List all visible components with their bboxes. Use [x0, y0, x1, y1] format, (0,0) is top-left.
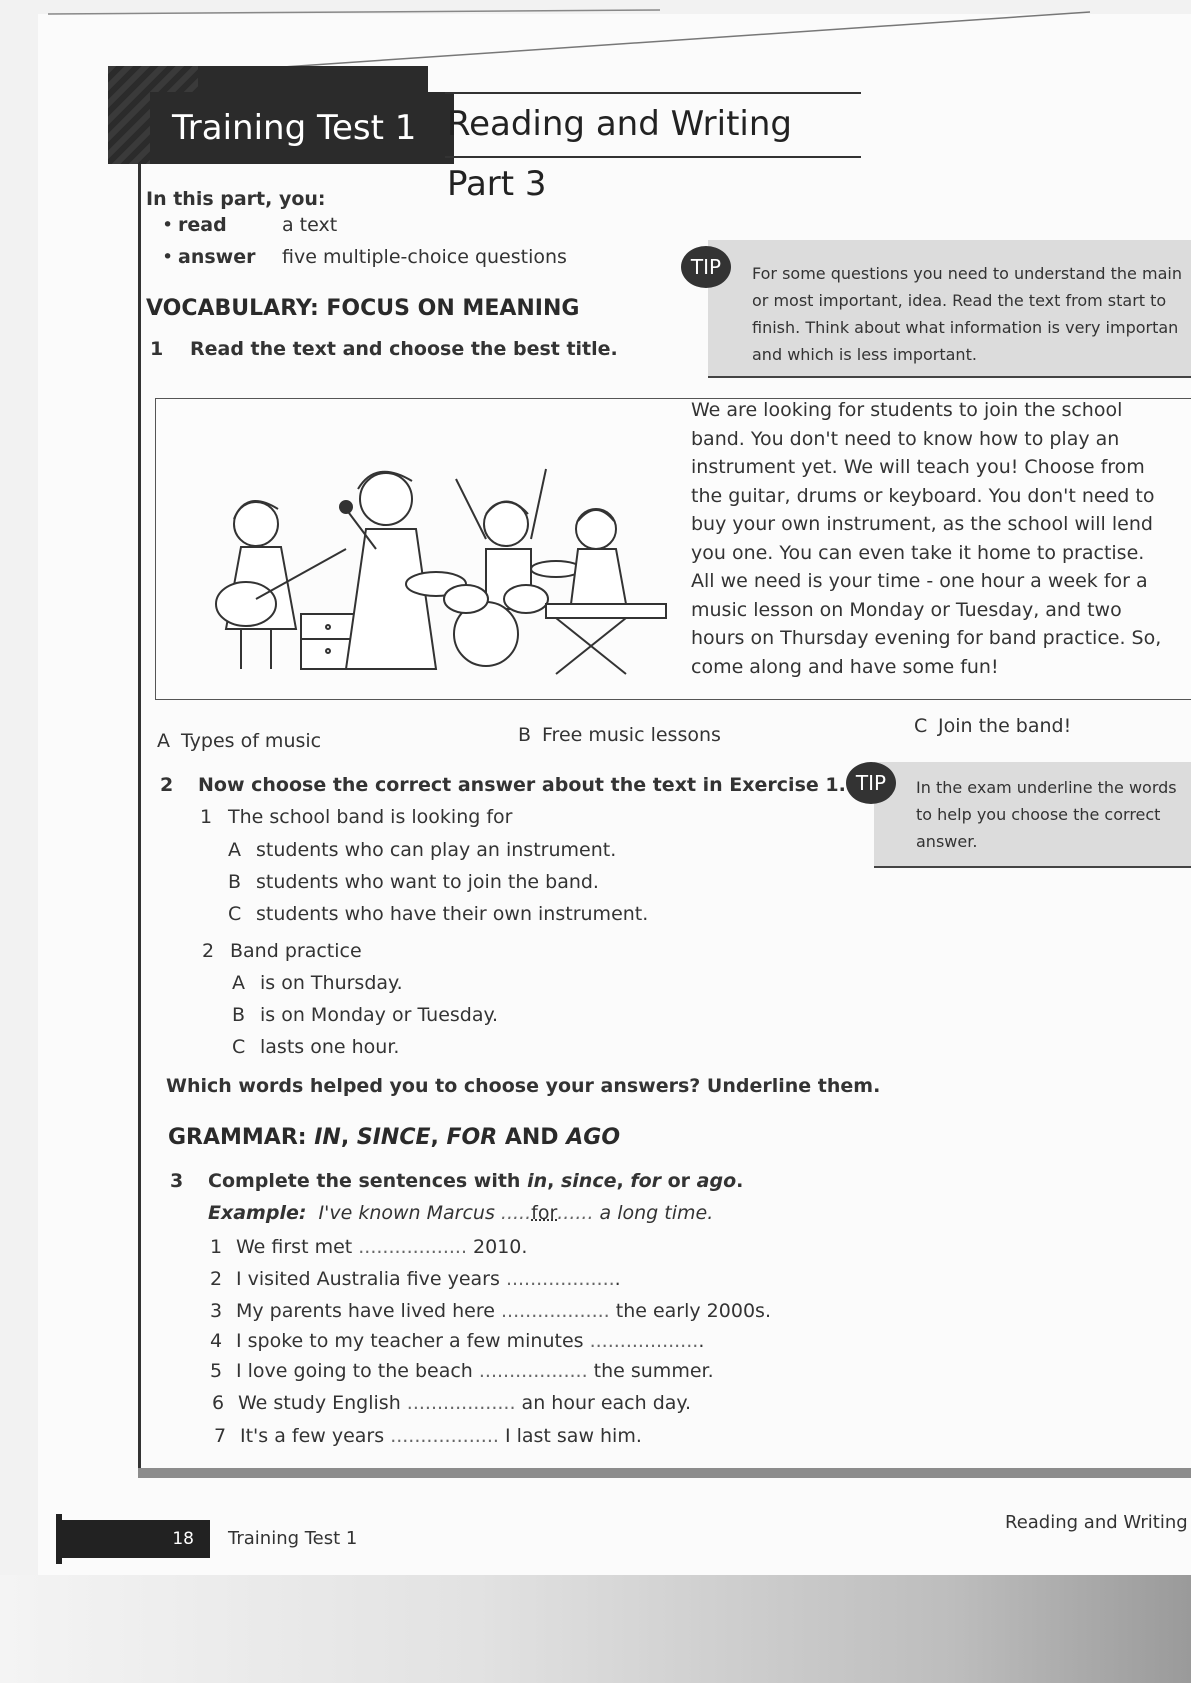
answer-gap[interactable]: ..................: [501, 1300, 610, 1322]
tip-box: [708, 240, 1191, 378]
exercise-number: 3: [170, 1170, 184, 1192]
sentence-post: .: [614, 1268, 621, 1290]
page-number: 18: [58, 1520, 210, 1558]
scan-shadow: [0, 1575, 1191, 1683]
answer-gap[interactable]: ..................: [478, 1360, 588, 1382]
title-option: [518, 724, 721, 746]
intro-verb: answer: [178, 246, 256, 268]
left-margin-bar: [138, 164, 141, 1474]
vocab-heading: VOCABULARY: FOCUS ON MEANING: [146, 296, 580, 321]
gap-sentence: [210, 1360, 714, 1382]
sentence-post: an hour each day.: [515, 1392, 691, 1414]
sentence-post: the early 2000s.: [609, 1300, 771, 1322]
grammar-word: FOR: [446, 1125, 498, 1150]
answer-option: [232, 1036, 399, 1058]
sentence-pre: My parents have lived here: [236, 1300, 501, 1322]
intro-item: • read a text: [162, 214, 338, 236]
answer-gap[interactable]: ..................: [358, 1236, 467, 1258]
keyword: for: [630, 1170, 662, 1192]
answer-gap[interactable]: ..................: [589, 1330, 699, 1352]
option-text: is on Thursday.: [260, 972, 403, 994]
example-answer: for: [531, 1202, 558, 1224]
sentence-pre: We first met: [236, 1236, 359, 1258]
answer-option: [232, 1004, 498, 1026]
option-text: students who can play an instrument.: [256, 839, 617, 861]
gap-sentence: [214, 1425, 642, 1447]
intro-desc: five multiple-choice questions: [282, 246, 567, 268]
title-option: [157, 730, 321, 752]
footer-left: Training Test 1: [228, 1528, 358, 1549]
intro-desc: a text: [282, 214, 338, 236]
item-number: 7: [214, 1425, 227, 1447]
item-number: 4: [210, 1330, 223, 1352]
exercise-number: 1: [150, 338, 164, 360]
sentence-post: the summer.: [587, 1360, 714, 1382]
grammar-heading-and: AND: [497, 1125, 567, 1150]
answer-option: [228, 903, 648, 925]
option-letter: B: [232, 1004, 246, 1026]
question-number: 1: [200, 806, 213, 828]
option-text: Types of music: [181, 730, 322, 752]
sentence-pre: We study English: [238, 1392, 407, 1414]
item-number: 1: [210, 1236, 223, 1258]
grammar-heading: GRAMMAR: IN, SINCE, FOR AND AGO: [168, 1125, 621, 1150]
tip-box: [874, 762, 1191, 868]
grammar-word: SINCE: [356, 1125, 431, 1150]
instruction-pre: Complete the sentences with: [208, 1170, 528, 1192]
option-text: students who want to join the band.: [256, 871, 599, 893]
option-text: is on Monday or Tuesday.: [260, 1004, 499, 1026]
text-box: [155, 398, 1191, 700]
option-letter: A: [228, 839, 241, 861]
footer-right: Reading and Writing: [1005, 1512, 1188, 1533]
exercise-2-instruction: [160, 774, 846, 796]
option-letter: B: [518, 724, 532, 746]
option-text: Join the band!: [938, 715, 1072, 737]
exercise-1-instruction: [150, 338, 618, 360]
sentence-pre: I visited Australia five years: [236, 1268, 506, 1290]
question-stem: The school band is looking for: [228, 806, 513, 828]
sentence-pre: It's a few years: [240, 1425, 391, 1447]
followup-instruction: Which words helped you to choose your answers? Underline them.: [166, 1075, 881, 1097]
option-text: lasts one hour.: [260, 1036, 400, 1058]
answer-option: [228, 839, 616, 861]
grammar-word: IN: [314, 1125, 341, 1150]
option-letter: C: [232, 1036, 246, 1058]
intro-verb: read: [178, 214, 227, 236]
question: [202, 940, 362, 962]
keyword: ago: [696, 1170, 737, 1192]
item-number: 3: [210, 1300, 223, 1322]
bottom-rule: [138, 1468, 1191, 1478]
option-text: Free music lessons: [542, 724, 721, 746]
example-pre: I've known Marcus: [318, 1202, 501, 1224]
answer-gap[interactable]: ..................: [505, 1268, 615, 1290]
option-letter: B: [228, 871, 242, 893]
exercise-3-instruction: 3 Complete the sentences with in, since, for or ago.: [170, 1170, 744, 1192]
part-title: Reading and Writing Part 3: [445, 92, 861, 158]
answer-option: [232, 972, 403, 994]
intro-item: • answer five multiple-choice questions: [162, 246, 567, 268]
intro-heading: In this part, you:: [146, 188, 326, 210]
gap-sentence: [210, 1268, 621, 1290]
answer-option: [228, 871, 599, 893]
question-stem: Band practice: [230, 940, 362, 962]
item-number: 5: [210, 1360, 223, 1382]
option-text: students who have their own instrument.: [256, 903, 649, 925]
option-letter: C: [914, 715, 928, 737]
question: [200, 806, 512, 828]
reading-passage: We are looking for students to join the school band. You don't need to know how to play an instrument yet. We will teach you! Choose from the guitar, drums or keyboard. You don't need to buy your own instrument, as the school will lend you one. You can even take it home to practise. All we need is your time - one hour a week for a music lesson on Monday or Tuesday, and two hours on Thursday evening for band practice. So, come along and have some fun!: [691, 399, 1162, 678]
sentence-post: I last saw him.: [498, 1425, 642, 1447]
band-illustration: [186, 429, 686, 679]
item-number: 2: [210, 1268, 223, 1290]
tip-badge: TIP: [846, 762, 896, 804]
title-option: [914, 715, 1071, 737]
sentence-pre: I love going to the beach: [236, 1360, 479, 1382]
gap-sentence: [210, 1236, 527, 1258]
exercise-instruction: Now choose the correct answer about the text in Exercise 1.: [198, 774, 846, 796]
sentence-pre: I spoke to my teacher a few minutes: [236, 1330, 590, 1352]
tip-text: In the exam underline the words to help you choose the correct answer.: [916, 778, 1177, 851]
grammar-word: AGO: [566, 1125, 621, 1150]
gap-sentence: [210, 1330, 704, 1352]
keyword: since: [560, 1170, 617, 1192]
option-letter: C: [228, 903, 242, 925]
example-sentence: Example: I've known Marcus .....for...... a long time.: [208, 1202, 714, 1224]
sentence-post: .: [698, 1330, 705, 1352]
test-badge: Training Test 1: [150, 92, 454, 164]
exercise-instruction: Read the text and choose the best title.: [190, 338, 618, 360]
example-label: Example:: [208, 1202, 307, 1224]
gap-sentence: [210, 1300, 771, 1322]
question-number: 2: [202, 940, 215, 962]
keyword: in: [527, 1170, 548, 1192]
gap-sentence: [212, 1392, 691, 1414]
option-letter: A: [157, 730, 170, 752]
answer-gap[interactable]: ..................: [406, 1392, 516, 1414]
answer-gap[interactable]: ..................: [390, 1425, 499, 1447]
example-post: a long time.: [593, 1202, 714, 1224]
option-letter: A: [232, 972, 245, 994]
item-number: 6: [212, 1392, 225, 1414]
grammar-heading-pre: GRAMMAR:: [168, 1125, 315, 1150]
exercise-number: 2: [160, 774, 174, 796]
sentence-post: 2010.: [466, 1236, 528, 1258]
tip-text: For some questions you need to understand the main or most important, idea. Read the text from start to finish. Think about what information is very importan and which is less important.: [752, 264, 1182, 364]
instruction-or: or: [661, 1170, 697, 1192]
tip-badge: TIP: [681, 246, 731, 288]
